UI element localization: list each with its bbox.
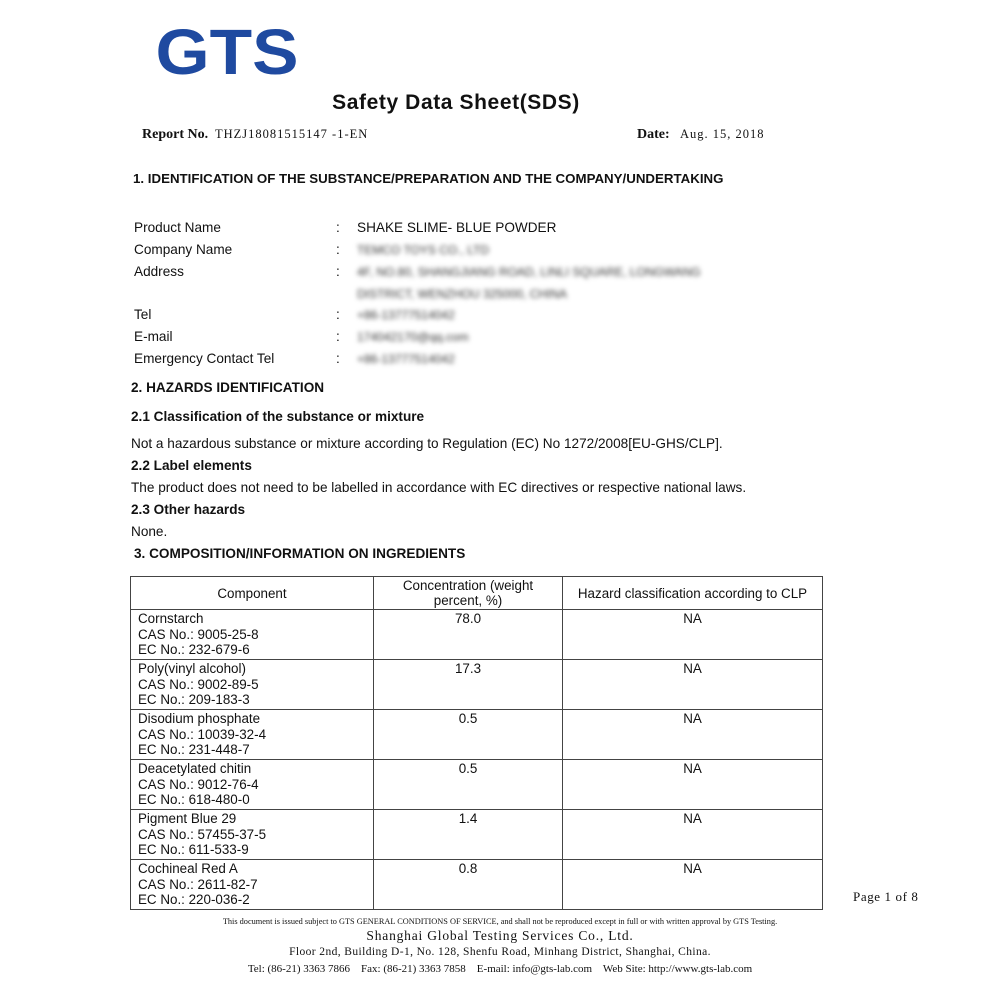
field-label-email: E-mail xyxy=(134,329,173,344)
cell-component xyxy=(131,610,374,660)
field-colon: : xyxy=(336,220,340,235)
component-ec: EC No.: 220-036-2 xyxy=(138,892,250,907)
field-value-company-name: TEMCO TOYS CO., LTD xyxy=(357,243,490,257)
component-ec: EC No.: 209-183-3 xyxy=(138,692,250,707)
field-label-tel: Tel xyxy=(134,307,152,322)
field-colon: : xyxy=(336,307,340,322)
cell-component xyxy=(131,810,374,860)
footer-address: Floor 2nd, Building D-1, No. 128, Shenfu Road, Minhang District, Shanghai, China. xyxy=(289,946,711,958)
date-label: Date: xyxy=(637,127,670,142)
table-row xyxy=(131,810,823,860)
cell-hazard: NA xyxy=(563,660,823,710)
document-title: Safety Data Sheet(SDS) xyxy=(332,91,580,114)
page-number: Page 1 of 8 xyxy=(853,889,919,904)
header-hazard: Hazard classification according to CLP xyxy=(563,577,823,610)
component-cas: CAS No.: 57455-37-5 xyxy=(138,826,267,842)
footer-disclaimer: This document is issued subject to GTS GENERAL CONDITIONS OF SERVICE, and shall not be reproduced except in full or with written approval by GTS Testing. xyxy=(222,917,778,926)
section1-heading: 1. IDENTIFICATION OF THE SUBSTANCE/PREPARATION AND THE COMPANY/UNDERTAKING xyxy=(133,171,724,186)
section3-heading: 3. COMPOSITION/INFORMATION ON INGREDIENTS xyxy=(134,546,466,561)
cell-concentration: 0.5 xyxy=(374,710,563,760)
report-no-label: Report No. xyxy=(142,127,209,142)
field-value-address-line2: DISTRICT, WENZHOU 325000, CHINA xyxy=(357,287,568,301)
report-no-value: THZJ18081515147 -1-EN xyxy=(215,127,369,141)
footer-company: Shanghai Global Testing Services Co., Ltd. xyxy=(366,928,634,943)
component-ec: EC No.: 618-480-0 xyxy=(138,792,250,807)
component-name: Poly(vinyl alcohol) xyxy=(138,661,246,676)
component-cas: CAS No.: 9012-76-4 xyxy=(138,776,259,792)
table-row xyxy=(131,660,823,710)
cell-component xyxy=(131,760,374,810)
section2-3-text: None. xyxy=(131,524,168,539)
cell-component xyxy=(131,660,374,710)
header-component: Component xyxy=(131,577,374,610)
component-cas: CAS No.: 9005-25-8 xyxy=(138,626,259,642)
section2-1-heading: 2.1 Classification of the substance or mixture xyxy=(131,409,425,424)
table-header-row xyxy=(131,577,823,610)
cell-concentration: 17.3 xyxy=(374,660,563,710)
date-value: Aug. 15, 2018 xyxy=(680,127,765,141)
section2-1-text: Not a hazardous substance or mixture according to Regulation (EC) No 1272/2008[EU-GHS/CLP]. xyxy=(131,436,723,451)
field-colon: : xyxy=(336,329,340,344)
cell-concentration: 78.0 xyxy=(374,610,563,660)
cell-component xyxy=(131,710,374,760)
section2-heading: 2. HAZARDS IDENTIFICATION xyxy=(131,380,325,395)
cell-concentration: 0.8 xyxy=(374,860,563,910)
field-colon: : xyxy=(336,242,340,257)
footer-contact: Tel: (86-21) 3363 7866 Fax: (86-21) 3363 7858 E-mail: info@gts-lab.com Web Site: http://www.gts-lab.com xyxy=(247,963,753,975)
field-label-address: Address xyxy=(134,264,184,279)
field-label-product-name: Product Name xyxy=(134,220,221,235)
cell-hazard: NA xyxy=(563,810,823,860)
table-row xyxy=(131,710,823,760)
section2-3-heading: 2.3 Other hazards xyxy=(131,502,246,517)
field-value-address-line1: 4F, NO.80, SHANGJIANG ROAD, LINLI SQUARE, LONGWANG xyxy=(357,265,701,279)
header-concentration-line2: percent, %) xyxy=(433,593,503,608)
component-cas: CAS No.: 9002-89-5 xyxy=(138,676,259,692)
section2-2-text: The product does not need to be labelled in accordance with EC directives or respective national laws. xyxy=(131,480,747,495)
cell-component xyxy=(131,860,374,910)
cell-hazard: NA xyxy=(563,610,823,660)
field-colon: : xyxy=(336,264,340,279)
component-name: Cochineal Red A xyxy=(138,861,238,876)
section2-2-heading: 2.2 Label elements xyxy=(131,458,252,473)
cell-hazard: NA xyxy=(563,760,823,810)
field-value-product-name: SHAKE SLIME- BLUE POWDER xyxy=(357,220,557,235)
component-cas: CAS No.: 2611-82-7 xyxy=(138,876,258,892)
component-name: Cornstarch xyxy=(138,611,204,626)
component-ec: EC No.: 611-533-9 xyxy=(138,842,249,857)
gts-logo xyxy=(155,24,300,76)
header-concentration-line1: Concentration (weight xyxy=(402,578,534,593)
component-name: Deacetylated chitin xyxy=(138,761,252,776)
cell-concentration: 0.5 xyxy=(374,760,563,810)
component-cas: CAS No.: 10039-32-4 xyxy=(138,726,267,742)
field-value-emergency-tel: +86-13777514042 xyxy=(357,352,455,366)
component-ec: EC No.: 231-448-7 xyxy=(138,742,250,757)
field-value-email: 174042170@qq.com xyxy=(357,330,469,344)
composition-table xyxy=(130,576,823,910)
gts-logo-text: GTS xyxy=(155,24,299,76)
component-ec: EC No.: 232-679-6 xyxy=(138,642,250,657)
component-name: Disodium phosphate xyxy=(138,711,261,726)
header-concentration xyxy=(374,577,563,610)
table-row xyxy=(131,610,823,660)
field-value-tel: +86-13777514042 xyxy=(357,308,455,322)
cell-hazard: NA xyxy=(563,710,823,760)
field-label-company-name: Company Name xyxy=(134,242,233,257)
component-name: Pigment Blue 29 xyxy=(138,811,237,826)
table-row xyxy=(131,860,823,910)
field-colon: : xyxy=(336,351,340,366)
cell-concentration: 1.4 xyxy=(374,810,563,860)
table-row xyxy=(131,760,823,810)
cell-hazard: NA xyxy=(563,860,823,910)
field-label-emergency-tel: Emergency Contact Tel xyxy=(134,351,275,366)
